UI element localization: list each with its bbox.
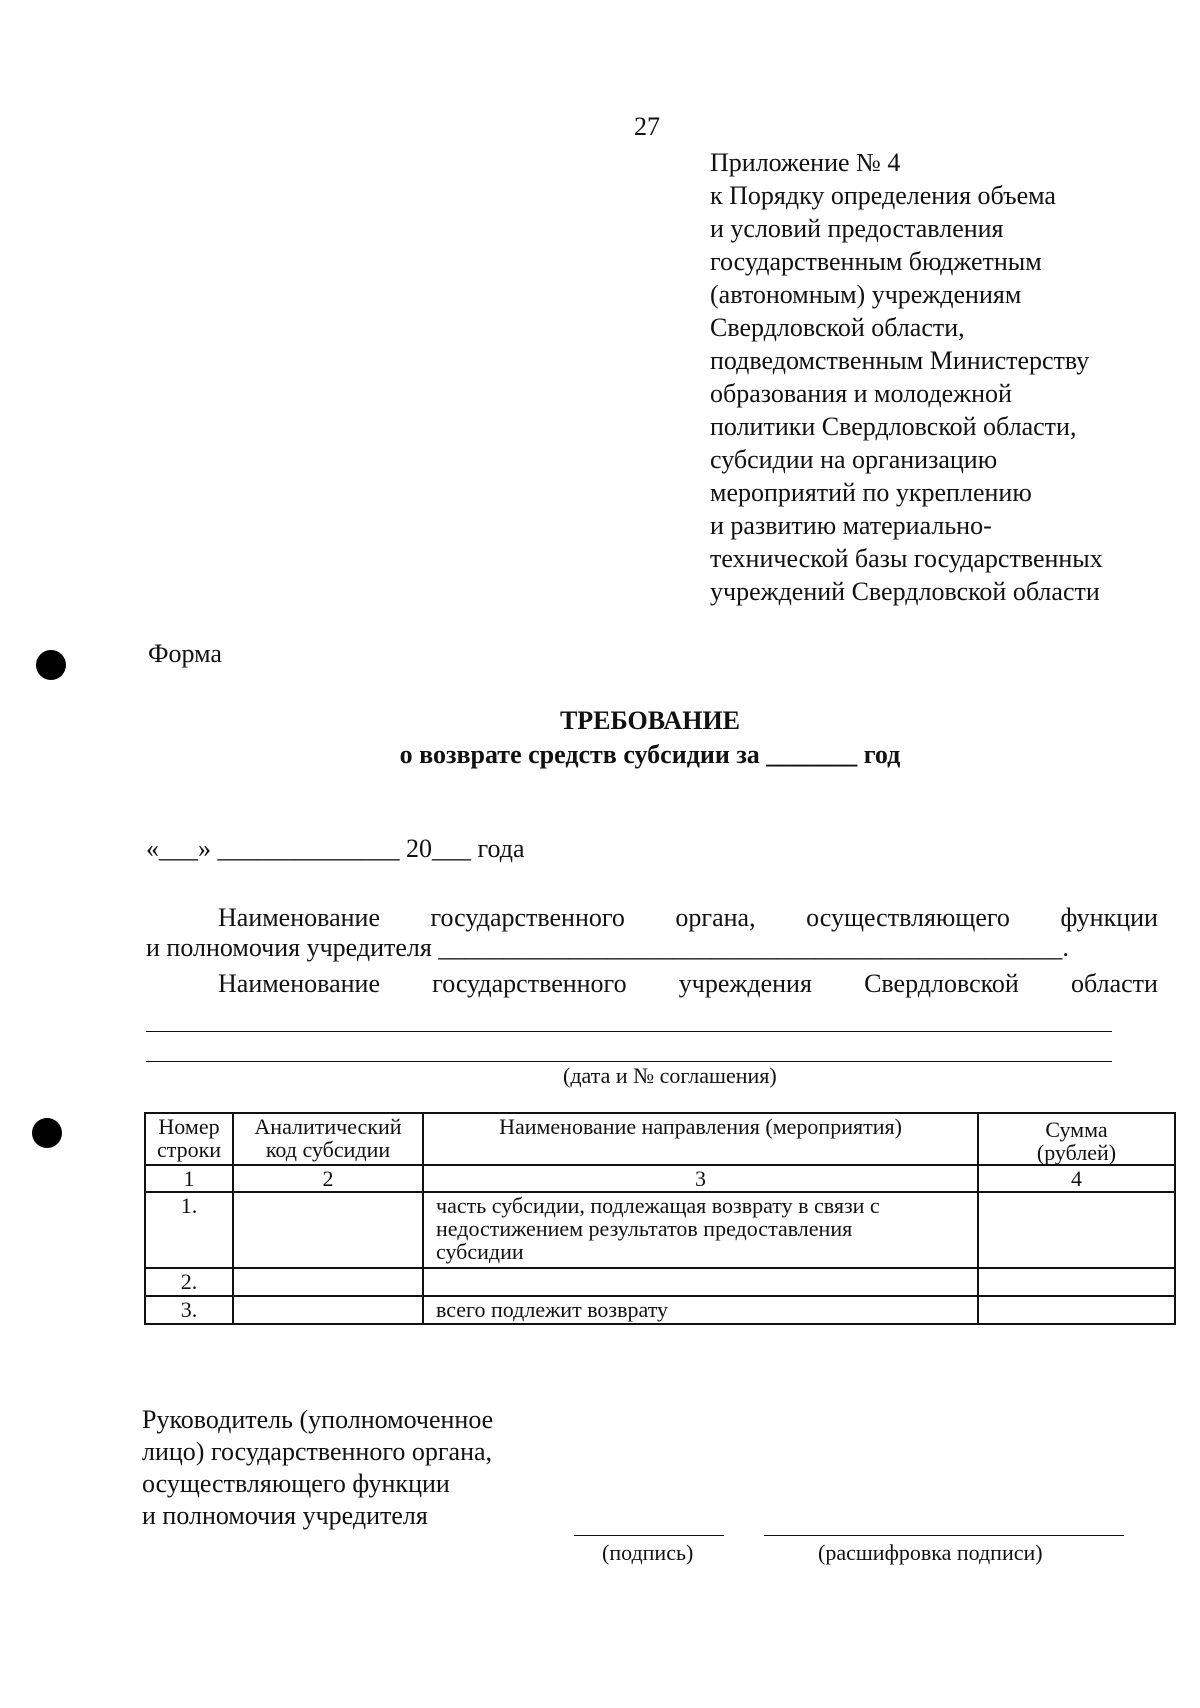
founder-body-field-line: и полномочия учредителя ________________________________________________. bbox=[146, 933, 1069, 962]
appendix-line: и условий предоставления bbox=[710, 214, 1004, 243]
column-number: 2 bbox=[233, 1165, 423, 1192]
form-label: Форма bbox=[148, 639, 222, 668]
date-line: «___» ______________ 20___ года bbox=[146, 834, 525, 863]
table-header-row bbox=[145, 1113, 1175, 1165]
appendix-line: государственным бюджетным bbox=[710, 247, 1042, 276]
row-sum bbox=[978, 1296, 1175, 1324]
signer-line: лицо) государственного органа, bbox=[142, 1437, 493, 1466]
appendix-line: мероприятий по укреплению bbox=[710, 478, 1032, 507]
signer-line: осуществляющего функции bbox=[142, 1469, 450, 1498]
row-sum bbox=[978, 1268, 1175, 1296]
row-code bbox=[233, 1192, 423, 1268]
header-direction: Наименование направления (мероприятия) bbox=[423, 1113, 978, 1165]
appendix-line: политики Свердловской области, bbox=[710, 412, 1077, 441]
punch-hole-bottom bbox=[32, 1118, 62, 1148]
word: государственного bbox=[430, 903, 625, 932]
row-name: часть субсидии, подлежащая возврату в связи с недостижением результатов предоставления субсидии bbox=[423, 1192, 978, 1268]
appendix-line: субсидии на организацию bbox=[710, 445, 998, 474]
appendix-line: и развитию материально- bbox=[710, 511, 992, 540]
institution-name-rule bbox=[146, 1031, 1112, 1032]
word: Наименование bbox=[218, 903, 380, 932]
appendix-line: к Порядку определения объема bbox=[710, 181, 1056, 210]
signer-line: и полномочия учредителя bbox=[142, 1501, 428, 1530]
agreement-rule bbox=[146, 1061, 1112, 1062]
word: органа, bbox=[675, 903, 756, 932]
refund-table bbox=[144, 1112, 1176, 1325]
signer-block bbox=[142, 1404, 493, 1532]
header-sum: Сумма (рублей) bbox=[978, 1113, 1175, 1165]
word: Свердловской bbox=[864, 969, 1019, 998]
row-number: 1. bbox=[145, 1192, 233, 1268]
table-row bbox=[145, 1296, 1175, 1324]
appendix-line: учреждений Свердловской области bbox=[710, 577, 1100, 606]
appendix-line: образования и молодежной bbox=[710, 379, 1012, 408]
document-title: ТРЕБОВАНИЕ bbox=[559, 706, 741, 735]
word: осуществляющего bbox=[806, 903, 1010, 932]
word: Наименование bbox=[218, 969, 380, 998]
row-name bbox=[423, 1268, 978, 1296]
agreement-caption: (дата и № соглашения) bbox=[563, 1063, 777, 1088]
appendix-line: Свердловской области, bbox=[710, 313, 965, 342]
column-numbers-row bbox=[145, 1165, 1175, 1192]
row-number: 2. bbox=[145, 1268, 233, 1296]
column-number: 3 bbox=[423, 1165, 978, 1192]
row-name: всего подлежит возврату bbox=[423, 1296, 978, 1324]
row-code bbox=[233, 1296, 423, 1324]
signer-line: Руководитель (уполномоченное bbox=[142, 1405, 494, 1434]
appendix-line: Приложение № 4 bbox=[710, 148, 901, 177]
document-subtitle: о возврате средств субсидии за _______ год bbox=[399, 740, 901, 769]
column-number: 4 bbox=[978, 1165, 1175, 1192]
row-code bbox=[233, 1268, 423, 1296]
appendix-line: (автономным) учреждениям bbox=[710, 280, 1022, 309]
appendix-block bbox=[710, 146, 1103, 608]
header-code: Аналитический код субсидии bbox=[233, 1113, 423, 1165]
word: учреждения bbox=[678, 969, 812, 998]
institution-line bbox=[218, 969, 1158, 999]
signature-decode-caption: (расшифровка подписи) bbox=[818, 1540, 1043, 1565]
signature-decode-rule bbox=[764, 1535, 1124, 1536]
appendix-line: подведомственным Министерству bbox=[710, 346, 1090, 375]
page-number: 27 bbox=[634, 112, 660, 141]
row-sum bbox=[978, 1192, 1175, 1268]
appendix-line: технической базы государственных bbox=[710, 544, 1103, 573]
table-row bbox=[145, 1268, 1175, 1296]
punch-hole-top bbox=[36, 650, 66, 680]
column-number: 1 bbox=[145, 1165, 233, 1192]
signature-caption: (подпись) bbox=[602, 1540, 694, 1565]
table-row bbox=[145, 1192, 1175, 1268]
row-number: 3. bbox=[145, 1296, 233, 1324]
word: функции bbox=[1060, 903, 1158, 932]
header-row-number: Номер строки bbox=[145, 1113, 233, 1165]
word: государственного bbox=[432, 969, 627, 998]
word: области bbox=[1071, 969, 1158, 998]
signature-rule bbox=[574, 1535, 724, 1536]
founder-body-line bbox=[218, 903, 1158, 933]
